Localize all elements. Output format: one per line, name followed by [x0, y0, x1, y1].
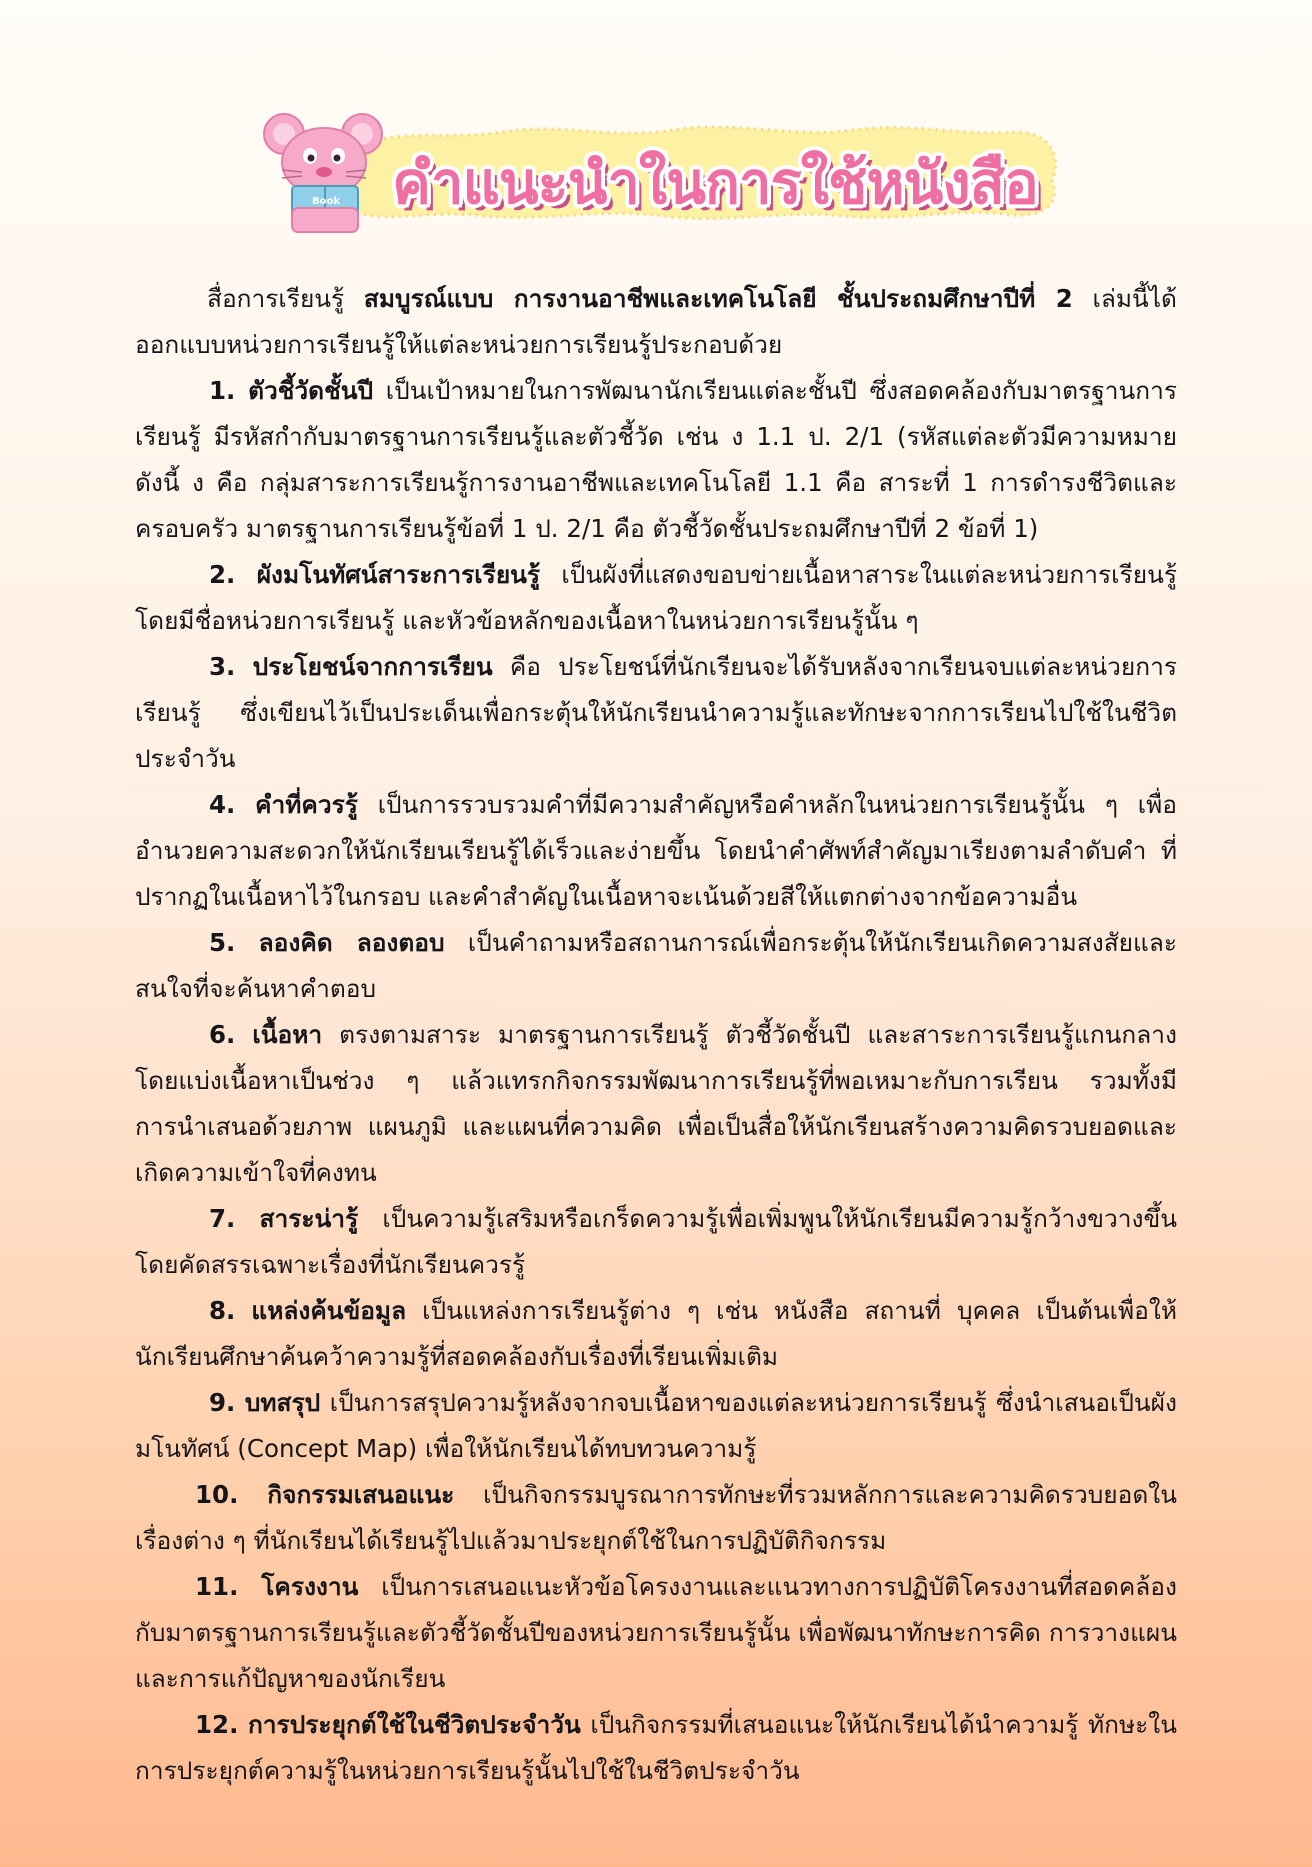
list-item — [135, 1472, 1177, 1564]
item-text: เป็นแหล่งการเรียนรู้ต่าง ๆ เช่น หนังสือ สถานที่ บุคคล เป็นต้นเพื่อให้นักเรียนศึกษาค้นคว้าความรู้ที่สอดคล้องกับเรื่องที่เรียนเพิ่มเติม — [135, 1296, 1178, 1371]
book-title: สมบูรณ์แบบ การงานอาชีพและเทคโนโลยี ชั้นประถมศึกษาปีที่ 2 — [363, 284, 1073, 313]
item-text: ตรงตามสาระ มาตรฐานการเรียนรู้ ตัวชี้วัดชั้นปี และสาระการเรียนรู้แกนกลาง โดยแบ่งเนื้อหาเป็นช่วง ๆ แล้วแทรกกิจกรรมพัฒนาการเรียนรู้ที่พอเหมาะกับการเรียน รวมทั้งมีการนำเสนอด้วยภาพ แผนภูมิ และแผนที่ความคิด เพื่อเป็นสื่อให้นักเรียนสร้างความคิดรวบยอดและเกิดความเข้าใจที่คงทน — [135, 1020, 1177, 1187]
list-item — [135, 920, 1177, 1012]
item-text: เป็นการสรุปความรู้หลังจากจบเนื้อหาของแต่ละหน่วยการเรียนรู้ ซึ่งนำเสนอเป็นผังมโนทัศน์ (Concept Map) เพื่อให้นักเรียนได้ทบทวนความรู้ — [135, 1388, 1177, 1463]
instructions-body — [135, 276, 1177, 1794]
item-text: เป็นการเสนอแนะหัวข้อโครงงานและแนวทางการปฏิบัติโครงงานที่สอดคล้องกับมาตรฐานการเรียนรู้และตัวชี้วัดชั้นปีของหน่วยการเรียนรู้นั้น เพื่อพัฒนาทักษะการคิด การวางแผน และการแก้ปัญหาของนักเรียน — [135, 1572, 1177, 1693]
list-item — [135, 644, 1177, 782]
item-title: ตัวชี้วัดชั้นปี — [248, 376, 374, 405]
list-item — [135, 1702, 1177, 1794]
item-number: 1. — [209, 376, 236, 405]
item-number: 12. — [195, 1710, 239, 1739]
item-title: ลองคิด ลองตอบ — [258, 928, 445, 957]
page-title: คำแนะนำในการใช้หนังสือ — [392, 149, 1038, 217]
page-header — [262, 110, 1062, 240]
item-number: 3. — [209, 652, 236, 681]
item-text: เป็นคำถามหรือสถานการณ์เพื่อกระตุ้นให้นักเรียนเกิดความสงสัยและสนใจที่จะค้นหาคำตอบ — [135, 928, 1177, 1003]
item-title: เนื้อหา — [252, 1020, 323, 1049]
item-number: 10. — [195, 1480, 239, 1509]
item-title: ประโยชน์จากการเรียน — [252, 652, 493, 681]
intro-tail: เล่มนี้ได้ออกแบบหน่วยการเรียนรู้ให้แต่ละหน่วยการเรียนรู้ประกอบด้วย — [135, 284, 1177, 359]
item-title: บทสรุป — [244, 1388, 321, 1417]
item-title: โครงงาน — [261, 1572, 359, 1601]
intro-paragraph — [135, 276, 1177, 368]
item-title: การประยุกต์ใช้ในชีวิตประจำวัน — [247, 1710, 581, 1739]
item-title: แหล่งค้นข้อมูล — [251, 1296, 407, 1325]
item-number: 9. — [209, 1388, 236, 1417]
item-text: เป็นกิจกรรมที่เสนอแนะให้นักเรียนได้นำความรู้ ทักษะในการประยุกต์ความรู้ในหน่วยการเรียนรู้นั้นไปใช้ในชีวิตประจำวัน — [135, 1710, 1177, 1785]
list-item — [135, 1012, 1177, 1196]
item-number: 7. — [209, 1204, 236, 1233]
mascot-book-text: Book — [311, 196, 341, 207]
list-item — [135, 1564, 1177, 1702]
item-text: เป็นเป้าหมายในการพัฒนานักเรียนแต่ละชั้นปี ซึ่งสอดคล้องกับมาตรฐานการเรียนรู้ มีรหัสกำกับมาตรฐานการเรียนรู้และตัวชี้วัด เช่น ง 1.1 ป. 2/1 (รหัสแต่ละตัวมีความหมายดังนี้ ง คือ กลุ่มสาระการเรียนรู้การงานอาชีพและเทคโนโลยี 1.1 คือ สาระที่ 1 การดำรงชีวิตและครอบครัว มาตรฐานการเรียนรู้ข้อที่ 1 ป. 2/1 คือ ตัวชี้วัดชั้นประถมศึกษาปีที่ 2 ข้อที่ 1) — [135, 376, 1177, 543]
item-title: สาระน่ารู้ — [259, 1204, 359, 1233]
item-text: เป็นผังที่แสดงขอบข่ายเนื้อหาสาระในแต่ละหน่วยการเรียนรู้ โดยมีชื่อหน่วยการเรียนรู้ และหัวข้อหลักของเนื้อหาในหน่วยการเรียนรู้นั้น ๆ — [135, 560, 1177, 635]
item-title: ผังมโนทัศน์สาระการเรียนรู้ — [256, 560, 541, 589]
item-text: เป็นการรวบรวมคำที่มีความสำคัญหรือคำหลักในหน่วยการเรียนรู้นั้น ๆ เพื่ออำนวยความสะดวกให้นักเรียนเรียนรู้ได้เร็วและง่ายขึ้น โดยนำคำศัพท์สำคัญมาเรียงตามลำดับคำ ที่ปรากฏในเนื้อหาไว้ในกรอบ และคำสำคัญในเนื้อหาจะเน้นด้วยสีให้แตกต่างจากข้อความอื่น — [135, 790, 1177, 911]
item-number: 11. — [195, 1572, 239, 1601]
item-number: 5. — [209, 928, 236, 957]
item-text: คือ ประโยชน์ที่นักเรียนจะได้รับหลังจากเรียนจบแต่ละหน่วยการเรียนรู้ ซึ่งเขียนไว้เป็นประเด็นเพื่อกระตุ้นให้นักเรียนนำความรู้และทักษะจากการเรียนไปใช้ในชีวิตประจำวัน — [135, 652, 1178, 773]
list-item — [135, 1196, 1177, 1288]
list-item — [135, 1288, 1177, 1380]
item-text: เป็นกิจกรรมบูรณาการทักษะที่รวมหลักการและความคิดรวบยอดในเรื่องต่าง ๆ ที่นักเรียนได้เรียนรู้ไปแล้วมาประยุกต์ใช้ในการปฏิบัติกิจกรรม — [135, 1480, 1177, 1555]
list-item — [135, 782, 1177, 920]
list-item — [135, 368, 1177, 552]
item-title: กิจกรรมเสนอแนะ — [267, 1480, 455, 1509]
item-number: 6. — [209, 1020, 236, 1049]
list-item — [135, 1380, 1177, 1472]
item-number: 8. — [209, 1296, 236, 1325]
item-text: เป็นความรู้เสริมหรือเกร็ดความรู้เพื่อเพิ่มพูนให้นักเรียนมีความรู้กว้างขวางขึ้น โดยคัดสรรเฉพาะเรื่องที่นักเรียนควรรู้ — [135, 1204, 1177, 1279]
item-number: 4. — [209, 790, 236, 819]
list-item — [135, 552, 1177, 644]
item-number: 2. — [209, 560, 236, 589]
intro-lead: สื่อการเรียนรู้ — [207, 284, 345, 313]
item-title: คำที่ควรรู้ — [255, 790, 358, 819]
